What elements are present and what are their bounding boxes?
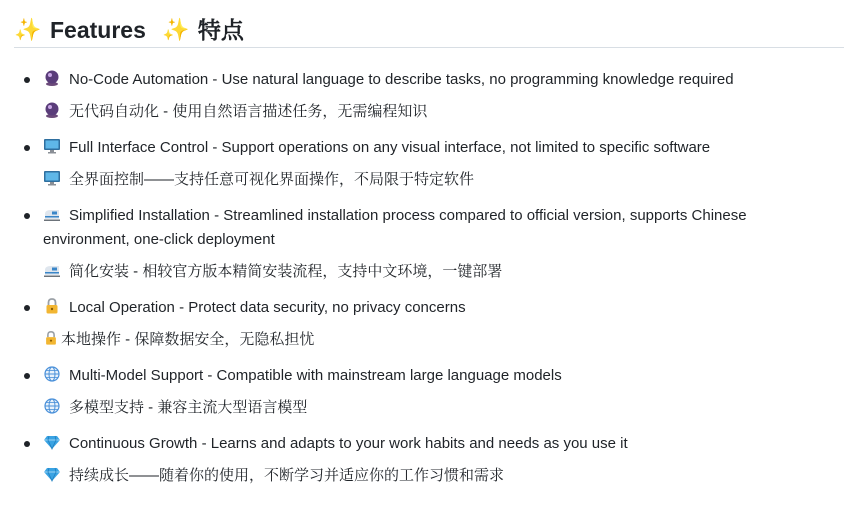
feature-en-label: Multi-Model Support - Compatible with mainstream large language models: [69, 367, 562, 384]
feature-text-zh: [43, 328, 820, 352]
features-list: [0, 68, 860, 492]
feature-zh-label: 持续成长——随着你的使用，不断学习并适应你的工作习惯和需求: [69, 467, 505, 484]
bullet: [24, 213, 30, 219]
lock-icon: [43, 298, 63, 314]
feature-item-continuous-growth: [0, 432, 860, 492]
feature-text-en: [43, 432, 820, 456]
train-icon: [43, 262, 63, 278]
feature-text-zh: [43, 396, 820, 420]
feature-zh-label: 无代码自动化 - 使用自然语言描述任务，无需编程知识: [69, 103, 428, 120]
heading-title-zh: 特点: [197, 16, 244, 43]
feature-en-label: No-Code Automation - Use natural language to describe tasks, no programming knowledge required: [69, 71, 734, 88]
heading-title-en: Features: [50, 16, 146, 43]
feature-en-label: Full Interface Control - Support operations on any visual interface, not limited to specific software: [69, 139, 711, 156]
feature-text-en: [43, 68, 820, 92]
bullet: [24, 441, 30, 447]
feature-text-zh: [43, 168, 820, 192]
feature-text-en: [43, 296, 820, 320]
feature-item-local-operation: [0, 296, 860, 364]
train-icon: [43, 206, 63, 222]
feature-zh-label: 多模型支持 - 兼容主流大型语言模型: [69, 399, 308, 416]
computer-monitor-icon: [43, 138, 63, 154]
feature-item-no-code: [0, 68, 860, 136]
features-heading: [14, 12, 844, 48]
feature-text-zh: [43, 260, 820, 284]
sparkles-icon: ✨: [14, 16, 42, 42]
crystal-ball-icon: [43, 102, 63, 118]
feature-item-interface-control: [0, 136, 860, 204]
feature-item-multi-model: [0, 364, 860, 432]
bullet: [24, 373, 30, 379]
bullet: [24, 145, 30, 151]
bullet: [24, 77, 30, 83]
bullet: [24, 305, 30, 311]
gem-icon: [43, 466, 63, 482]
feature-text-zh: [43, 464, 820, 488]
feature-en-label: Local Operation - Protect data security, no privacy concerns: [69, 299, 466, 316]
computer-monitor-icon: [43, 170, 63, 186]
crystal-ball-icon: [43, 70, 63, 86]
feature-en-label: Simplified Installation - Streamlined installation process compared to official version, supports Chinese environment, one-click deployment: [43, 207, 747, 248]
gem-icon: [43, 434, 63, 450]
feature-text-en: [43, 136, 820, 160]
globe-icon: [43, 398, 63, 414]
feature-zh-label: 全界面控制——支持任意可视化界面操作，不局限于特定软件: [69, 171, 475, 188]
feature-item-installation: [0, 204, 860, 296]
globe-icon: [43, 366, 63, 382]
feature-en-label: Continuous Growth - Learns and adapts to your work habits and needs as you use it: [69, 435, 628, 452]
feature-text-zh: [43, 100, 820, 124]
feature-zh-label: 本地操作 - 保障数据安全，无隐私担忧: [61, 331, 315, 348]
sparkles-icon: ✨: [162, 16, 190, 42]
feature-text-en: [43, 364, 820, 388]
feature-text-en: [43, 204, 820, 252]
feature-zh-label: 简化安装 - 相较官方版本精简安装流程，支持中文环境，一键部署: [69, 263, 503, 280]
lock-icon: [43, 330, 59, 346]
